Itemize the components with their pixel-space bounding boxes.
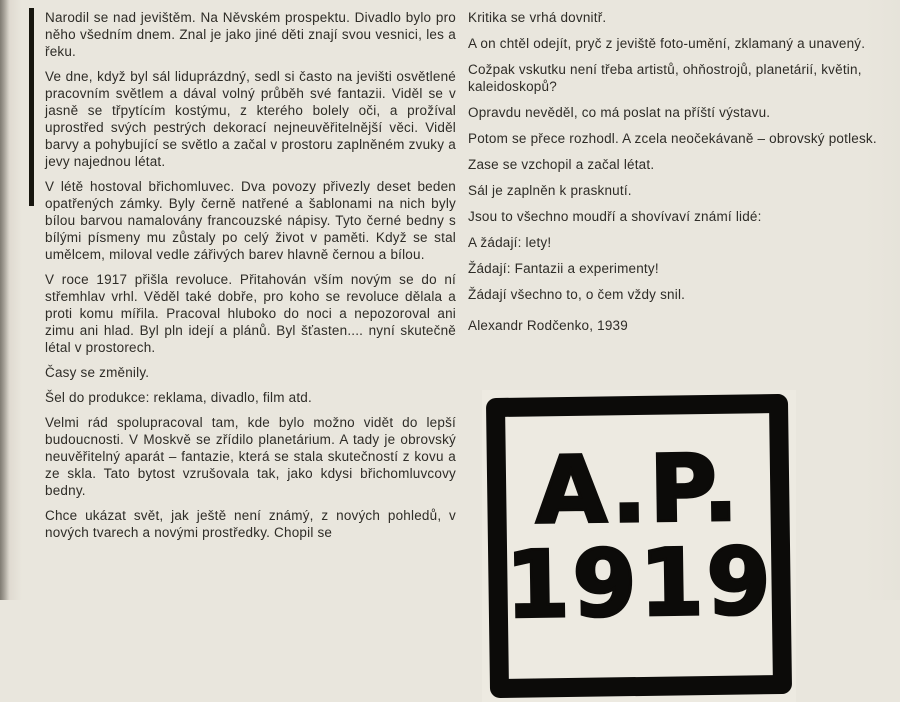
scan-edge-shadow [0,0,10,600]
paragraph: A žádají: lety! [468,235,552,250]
paragraph: Žádají všechno to, o čem vždy snil. [468,287,686,302]
paragraph: Ve dne, když byl sál liduprázdný, sedl si často na jevišti osvětlené pracovním světlem a dával volný průběh své fantazii. Viděl se v jasně se třpytícím kostýmu, z kterého bolely oči, a prožíval uprostřed svých pestrých dekorací nejneuvěřitelnější věci. Viděl barvy a pohybující se světlo a začal v prostoru zaplněném zvuky a jevy najednou létat. [45,69,456,169]
author-signature: Alexandr Rodčenko, 1939 [468,318,628,333]
stamp-initials: A.P. [534,434,742,545]
left-column [45,9,456,549]
paragraph: Potom se přece rozhodl. A zcela neočekávaně – obrovský potlesk. [468,131,877,146]
stamp-year: 1919 [504,528,775,640]
margin-rule [29,8,34,206]
paragraph: Žádají: Fantazii a experimenty! [468,261,659,276]
paragraph: Velmi rád spolupracoval tam, kde bylo možno vidět do lepší budoucnosti. V Moskvě se zřídilo planetárium. A tady je obrovský neuvěřitelný aparát – fantazie, která se stala skutečností z kovu a ze skla. Tato bytost vzrušovala tak, jako kdysi břichomluvcovy bedny. [45,415,456,498]
paragraph: Sál je zaplněn k prasknutí. [468,183,632,198]
paragraph: Chce ukázat svět, jak ještě není známý, z nových pohledů, v nových tvarech a novými prostředky. Chopil se [45,508,456,540]
paragraph: Časy se změnily. [45,365,150,380]
paragraph: Šel do produkce: reklama, divadlo, film atd. [45,390,312,405]
paragraph: Jsou to všechno moudří a shovívaví známí lidé: [468,209,762,224]
paragraph: V létě hostoval břichomluvec. Dva povozy přivezly deset beden opatřených zámky. Byly černě natřené a šablonami na nich byly bílou barvou namalovány francouzské nápisy. Tyto černé bedny s bílými písmeny mu zůstaly po celý život v paměti. Když se stal umělcem, miloval vedle zářivých barev hlavně černou a bílou. [45,179,456,262]
stamp-frame [486,394,792,698]
paragraph: Cožpak vskutku není třeba artistů, ohňostrojů, planetárií, květin, kaleidoskopů? [468,62,862,94]
paragraph: V roce 1917 přišla revoluce. Přitahován vším novým se do ní střemhlav vrhl. Věděl také dobře, pro koho se revoluce dělala a proti komu mířila. Pracoval hluboko do noci a nepozoroval ani zimu ani hlad. Byl pln idejí a plánů. Byl šťasten.... nyní skutečně létal v prostorech. [45,272,456,355]
paragraph: Narodil se nad jevištěm. Na Něvském prospektu. Divadlo bylo pro něho všedním dnem. Znal je jako jiné děti znají svou vesnici, les a řeku. [45,10,456,59]
paragraph: Zase se vzchopil a začal létat. [468,157,655,172]
right-column [468,9,892,343]
paragraph: Opravdu nevěděl, co má poslat na příští výstavu. [468,105,771,120]
paragraph: Kritika se vrhá dovnitř. [468,10,607,25]
ap-stamp-graphic [482,390,796,702]
paragraph: A on chtěl odejít, pryč z jeviště foto-umění, zklamaný a unavený. [468,36,866,51]
